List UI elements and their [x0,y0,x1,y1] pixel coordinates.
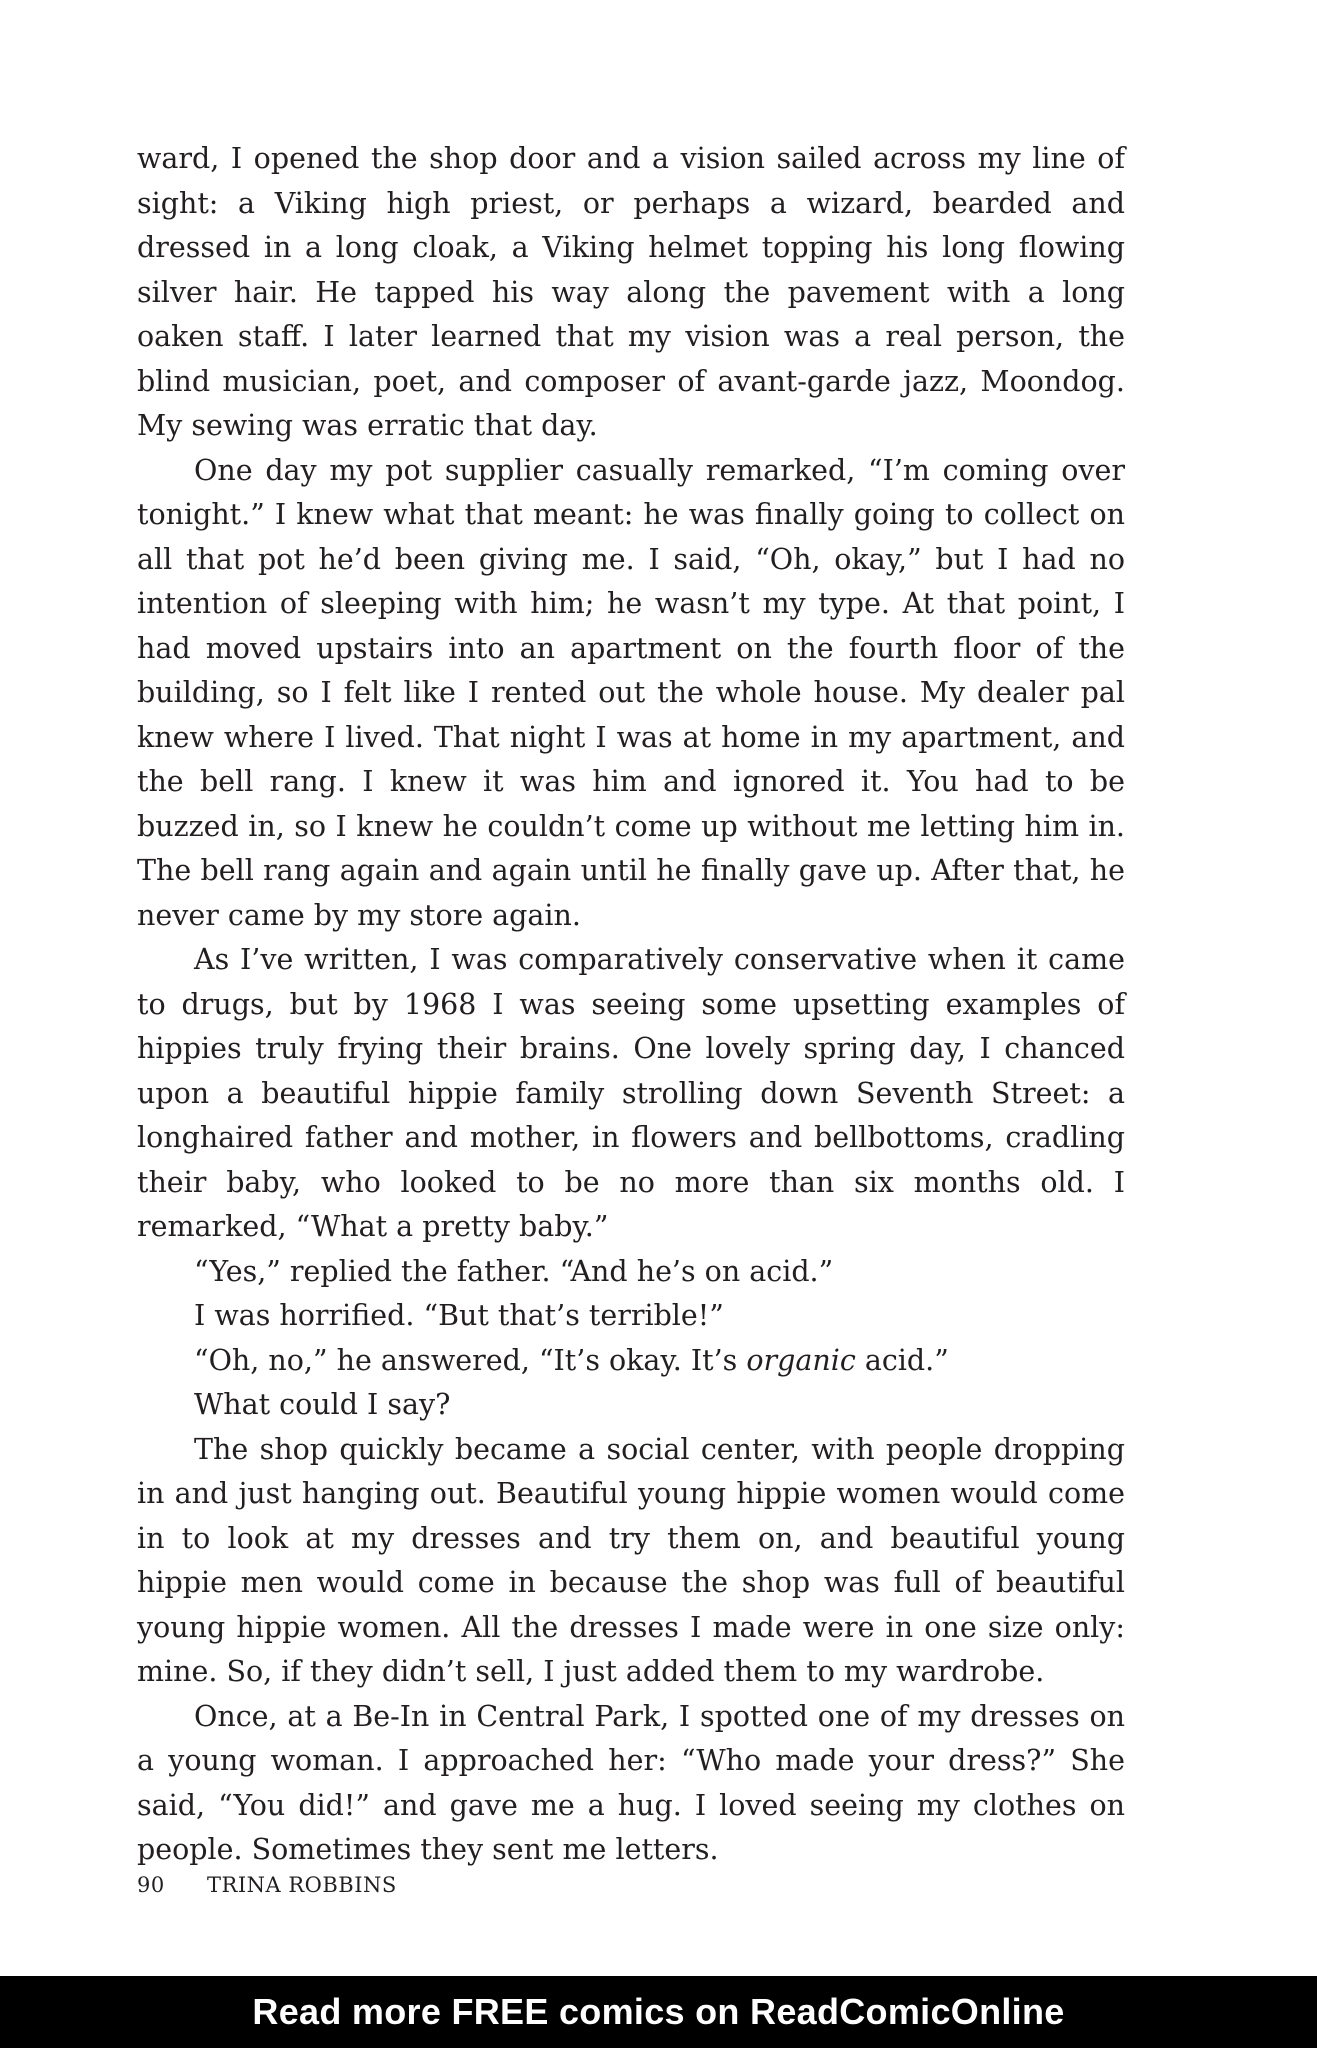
promo-banner[interactable] [0,1976,1317,2048]
paragraph-organic-acid [137,1339,1125,1384]
page-footer [137,1873,397,1897]
page-number: 90 [137,1873,165,1897]
organic-text-before: “Oh, no,” he answered, “It’s okay. It’s [194,1343,747,1377]
running-author: TRINA ROBBINS [207,1873,397,1897]
promo-banner-text[interactable]: Read more FREE comics on ReadComicOnline [252,1991,1065,2032]
body-text [137,137,1125,1873]
paragraph-moondog: ward, I opened the shop door and a vision sailed across my line of sight: a Viking high priest, or perhaps a wizard, bearded and dressed in a long cloak, a Viking helmet topping his long flowing silver hair. He tapped his way along the pavement with a long oaken staff. I later learned that my vision was a real person, the blind musician, poet, and composer of avant-garde jazz, Moondog. My sewing was erratic that day. [137,142,1125,442]
paragraph-be-in: Once, at a Be-In in Central Park, I spotted one of my dresses on a young woman. I approached her: “Who made your dress?” She said, “You did!” and gave me a hug. I loved seeing my clothes on people. Sometimes they sent me letters. [137,1699,1125,1866]
paragraph-social-center: The shop quickly became a social center, with people dropping in and just hanging out. Beautiful young hippie women would come in to look at my dresses and try them on, and beautiful young hippie men would come in because the shop was full of beautiful young hippie women. All the dresses I made were in one size only: mine. So, if they didn’t sell, I just added them to my wardrobe. [137,1432,1125,1688]
paragraph-drugs: As I’ve written, I was comparatively conservative when it came to drugs, but by 1968 I was seeing some upsetting examples of hippies truly frying their brains. One lovely spring day, I chanced upon a beautiful hippie family strolling down Seventh Street: a longhaired father and mother, in flowers and bellbottoms, cradling their baby, who looked to be no more than six months old. I remarked, “What a pretty baby.” [137,943,1125,1243]
paragraph-father-reply: “Yes,” replied the father. “And he’s on acid.” [194,1254,834,1288]
paragraph-pot-supplier: One day my pot supplier casually remarked, “I’m coming over tonight.” I knew what that meant: he was finally going to collect on all that pot he’d been giving me. I said, “Oh, okay,” but I had no intention of sleeping with him; he wasn’t my type. At that point, I had moved upstairs into an apartment on the fourth floor of the building, so I felt like I rented out the whole house. My dealer pal knew where I lived. That night I was at home in my apartment, and the bell rang. I knew it was him and ignored it. You had to be buzzed in, so I knew he couldn’t come up without me letting him in. The bell rang again and again until he finally gave up. After that, he never came by my store again. [137,453,1125,932]
paragraph-what-could-i-say: What could I say? [194,1388,451,1421]
organic-text-after: acid.” [855,1343,949,1377]
paragraph-horrified: I was horrified. “But that’s terrible!” [194,1299,724,1332]
organic-emphasis: organic [746,1343,856,1377]
